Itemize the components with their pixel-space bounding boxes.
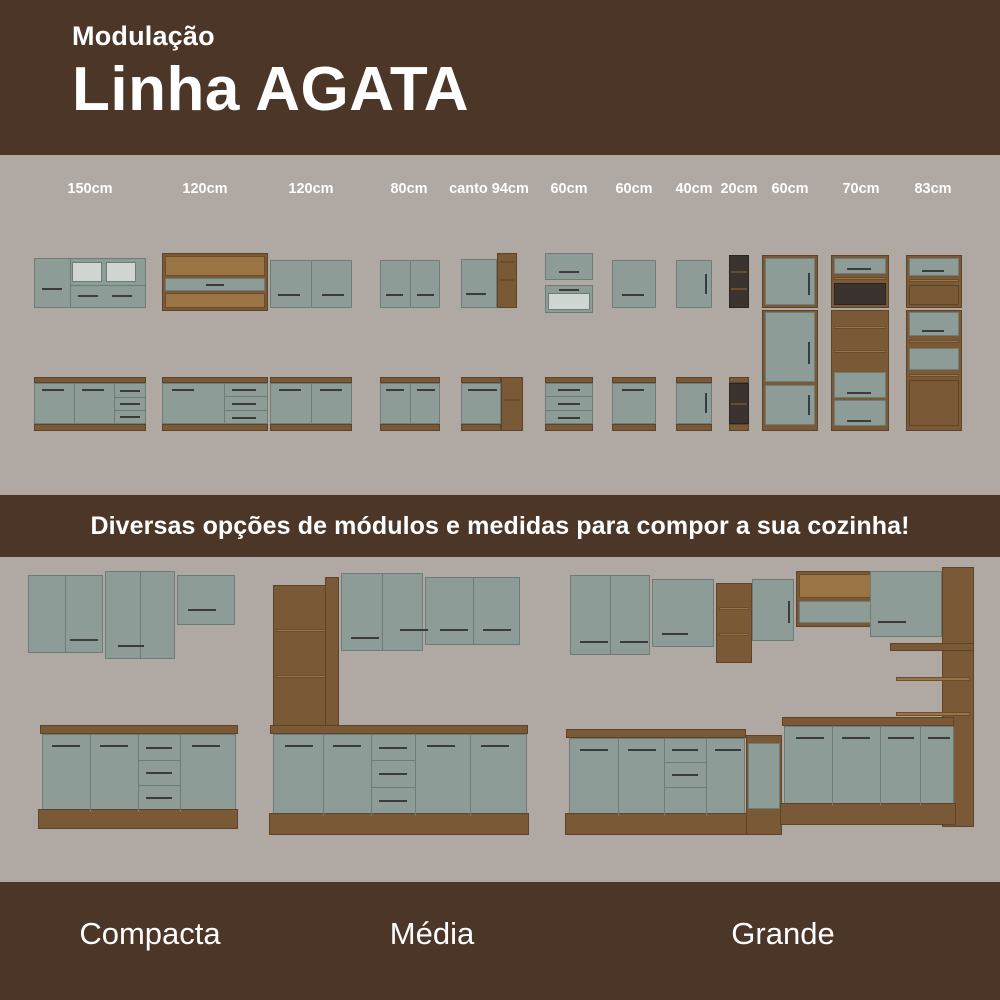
size-label: 60cm [771,181,809,197]
kitchen-media [265,557,555,882]
slogan-text: Diversas opções de módulos e medidas para compor a sua cozinha! [90,511,910,540]
module-tower-83-top [906,255,962,308]
size-label: 120cm [182,181,228,197]
kitchen-label-media: Média [389,916,475,951]
size-label: 20cm [720,181,758,197]
module-base-40 [676,377,712,431]
module-base-60-drawers [545,377,593,431]
size-labels-row [0,181,1000,201]
module-wall-120-glass [162,253,268,311]
size-label: canto 94cm [449,181,529,197]
kitchen-label-compacta: Compacta [79,916,221,951]
kitchen-grande [560,557,980,882]
module-wall-120 [270,260,352,308]
kitchen-label-grande: Grande [731,916,835,951]
module-tall-60-bottom [762,310,818,431]
module-corner-94-base [461,377,523,431]
module-tower-70-top [831,255,889,308]
kitchen-compacta [20,557,270,882]
module-base-80 [380,377,440,431]
header-title: Linha AGATA [72,54,469,124]
modules-section [0,155,1000,495]
module-base-120-drawers [162,377,268,431]
header-subtitle: Modulação [72,21,215,51]
module-tower-70-bottom [831,310,889,431]
module-wall-150 [34,258,146,308]
module-corner-94-wall [461,253,517,308]
slogan-banner [0,495,1000,557]
module-wall-60-double [545,253,593,313]
module-base-20-niche [729,377,749,431]
module-tower-83-bottom [906,310,962,431]
size-label: 80cm [390,181,428,197]
module-base-150 [34,377,146,431]
module-base-60 [612,377,656,431]
module-wall-60 [612,260,656,308]
size-label: 70cm [842,181,880,197]
module-tall-60-top [762,255,818,308]
size-label: 60cm [550,181,588,197]
size-label: 83cm [914,181,952,197]
module-wall-40 [676,260,712,308]
header [0,0,1000,155]
size-label: 150cm [67,181,113,197]
footer [0,882,1000,1000]
kitchens-section [0,557,1000,882]
size-label: 120cm [288,181,334,197]
size-label: 60cm [615,181,653,197]
size-label: 40cm [675,181,713,197]
module-wall-20-niche [729,255,749,308]
module-wall-80 [380,260,440,308]
module-base-120 [270,377,352,431]
